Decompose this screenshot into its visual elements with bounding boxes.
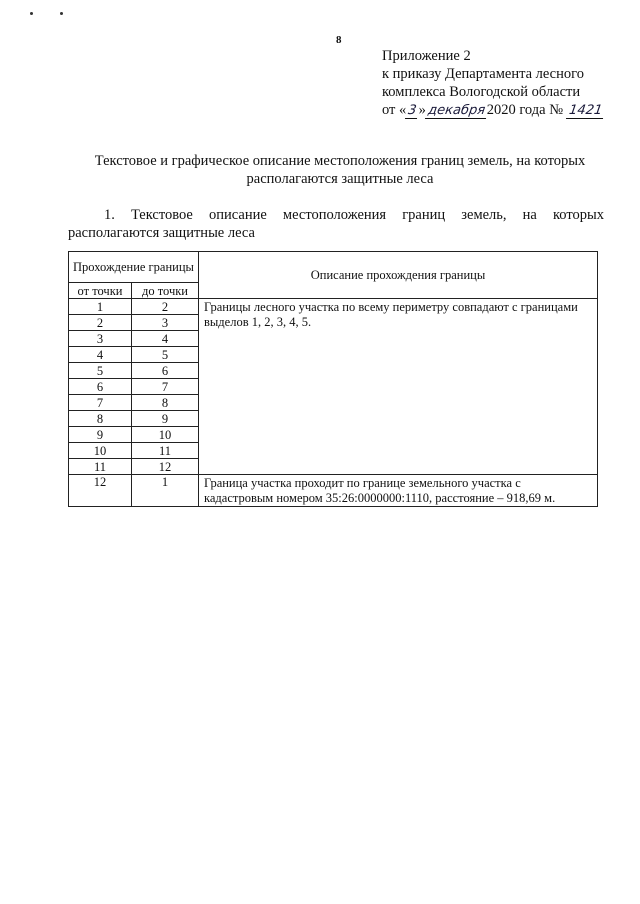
page-number: 8 bbox=[336, 34, 342, 46]
appendix-line-2: к приказу Департамента лесного bbox=[382, 66, 584, 82]
table-header-row bbox=[69, 252, 598, 283]
table-row bbox=[69, 475, 598, 507]
handwritten-month: декабря bbox=[425, 104, 488, 119]
boundary-table bbox=[68, 251, 598, 507]
scan-dot bbox=[30, 12, 33, 15]
cell-from: 11 bbox=[69, 459, 132, 475]
cell-from: 4 bbox=[69, 347, 132, 363]
cell-from: 12 bbox=[69, 475, 132, 507]
section-1-heading bbox=[68, 206, 604, 242]
date-prefix: от « bbox=[382, 102, 407, 118]
cell-to: 9 bbox=[132, 411, 199, 427]
cell-to: 2 bbox=[132, 299, 199, 315]
cell-description-2: Граница участка проходит по границе земельного участка с кадастровым номером 35:26:0000000:1110, расстояние – 918,69 м. bbox=[199, 475, 598, 507]
cell-description-1: Границы лесного участка по всему периметру совпадают с границами выделов 1, 2, 3, 4, 5. bbox=[199, 299, 598, 475]
header-from-point: от точки bbox=[69, 283, 132, 299]
cell-from: 1 bbox=[69, 299, 132, 315]
heading-word: границ bbox=[402, 207, 446, 223]
heading-word: земель, bbox=[461, 207, 507, 223]
heading-word: Текстовое bbox=[131, 207, 193, 223]
handwritten-order-number: 1421 bbox=[566, 104, 605, 119]
heading-word: которых bbox=[552, 207, 604, 223]
section-1-heading-line-1 bbox=[68, 206, 604, 224]
cell-from: 9 bbox=[69, 427, 132, 443]
cell-from: 2 bbox=[69, 315, 132, 331]
heading-word: местоположения bbox=[282, 207, 387, 223]
header-to-point: до точки bbox=[132, 283, 199, 299]
appendix-block bbox=[382, 47, 604, 119]
document-title: Текстовое и графическое описание местоположения границ земель, на которых располагаются защитные леса bbox=[94, 153, 586, 187]
cell-from: 3 bbox=[69, 331, 132, 347]
cell-to: 12 bbox=[132, 459, 199, 475]
cell-from: 8 bbox=[69, 411, 132, 427]
appendix-line-3: комплекса Вологодской области bbox=[382, 84, 581, 100]
date-mid: » bbox=[418, 102, 426, 118]
heading-word: описание bbox=[209, 207, 267, 223]
cell-from: 7 bbox=[69, 395, 132, 411]
handwritten-day: 3 bbox=[405, 104, 419, 119]
heading-word: на bbox=[522, 207, 537, 223]
cell-from: 5 bbox=[69, 363, 132, 379]
cell-from: 10 bbox=[69, 443, 132, 459]
table-row bbox=[69, 299, 598, 315]
date-suffix: 2020 года № bbox=[486, 102, 564, 118]
header-boundary-pass: Прохождение границы bbox=[69, 252, 199, 283]
header-boundary-description: Описание прохождения границы bbox=[199, 252, 598, 299]
appendix-date-line bbox=[382, 101, 604, 119]
section-number: 1. bbox=[104, 207, 115, 223]
cell-to: 6 bbox=[132, 363, 199, 379]
cell-to: 5 bbox=[132, 347, 199, 363]
cell-to: 11 bbox=[132, 443, 199, 459]
cell-to: 3 bbox=[132, 315, 199, 331]
cell-to: 8 bbox=[132, 395, 199, 411]
cell-to: 10 bbox=[132, 427, 199, 443]
scan-dot bbox=[60, 12, 63, 15]
cell-to: 7 bbox=[132, 379, 199, 395]
cell-from: 6 bbox=[69, 379, 132, 395]
cell-to: 4 bbox=[132, 331, 199, 347]
appendix-line-1: Приложение 2 bbox=[382, 48, 471, 64]
section-1-heading-line-2: располагаются защитные леса bbox=[68, 225, 255, 241]
cell-to: 1 bbox=[132, 475, 199, 507]
